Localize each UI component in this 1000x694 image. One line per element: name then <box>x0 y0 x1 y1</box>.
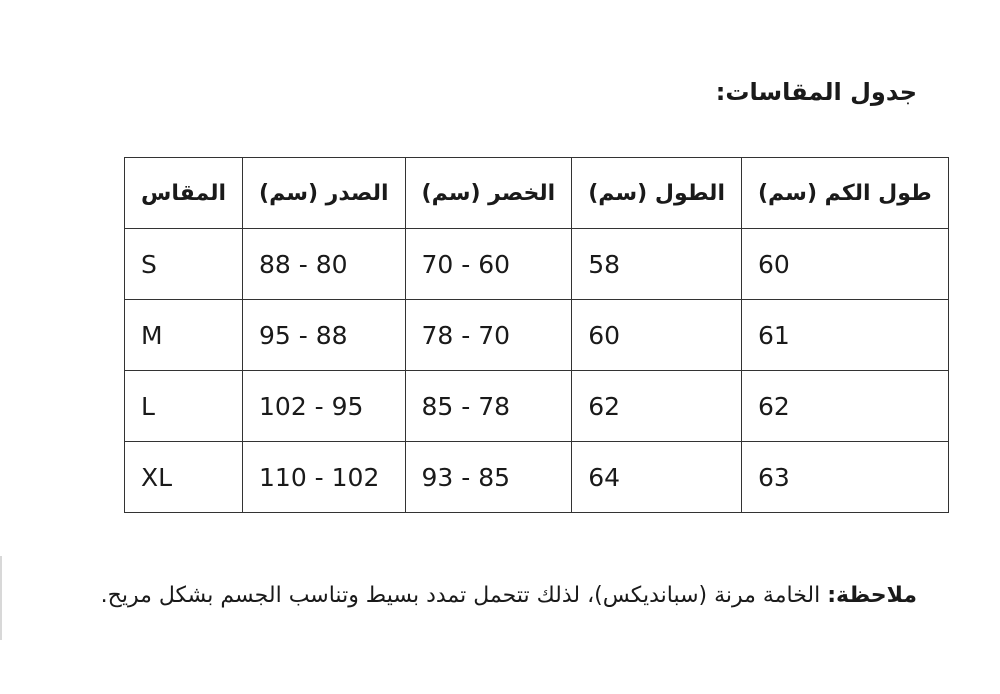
cell-size: S <box>125 229 243 300</box>
cell-sleeve: 61 <box>742 300 949 371</box>
table-row <box>125 229 949 300</box>
cell-waist: 70 - 60 <box>405 229 572 300</box>
cell-size: M <box>125 300 243 371</box>
header-waist: الخصر (سم) <box>405 158 572 229</box>
note-text: الخامة مرنة (سباندیكس)، لذلك تتحمل تمدد بسيط وتناسب الجسم بشكل مريح. <box>100 583 828 608</box>
table-row <box>125 300 949 371</box>
cell-chest: 102 - 95 <box>243 371 406 442</box>
cell-length: 62 <box>572 371 742 442</box>
fabric-note <box>101 583 917 608</box>
size-chart-heading: جدول المقاسات: <box>715 78 917 106</box>
header-size: المقاس <box>125 158 243 229</box>
cell-waist: 85 - 78 <box>405 371 572 442</box>
size-chart-table <box>124 157 949 513</box>
cell-length: 64 <box>572 442 742 513</box>
header-length: الطول (سم) <box>572 158 742 229</box>
cell-chest: 95 - 88 <box>243 300 406 371</box>
cell-waist: 78 - 70 <box>405 300 572 371</box>
header-chest: الصدر (سم) <box>243 158 406 229</box>
cell-size: XL <box>125 442 243 513</box>
cell-sleeve: 63 <box>742 442 949 513</box>
header-sleeve: طول الكم (سم) <box>742 158 949 229</box>
cell-length: 60 <box>572 300 742 371</box>
table-header-row <box>125 158 949 229</box>
cell-sleeve: 62 <box>742 371 949 442</box>
note-divider <box>0 556 2 640</box>
cell-sleeve: 60 <box>742 229 949 300</box>
cell-length: 58 <box>572 229 742 300</box>
table-row <box>125 371 949 442</box>
cell-chest: 110 - 102 <box>243 442 406 513</box>
table-row <box>125 442 949 513</box>
cell-chest: 88 - 80 <box>243 229 406 300</box>
note-label: ملاحظة: <box>827 583 917 608</box>
cell-waist: 93 - 85 <box>405 442 572 513</box>
cell-size: L <box>125 371 243 442</box>
